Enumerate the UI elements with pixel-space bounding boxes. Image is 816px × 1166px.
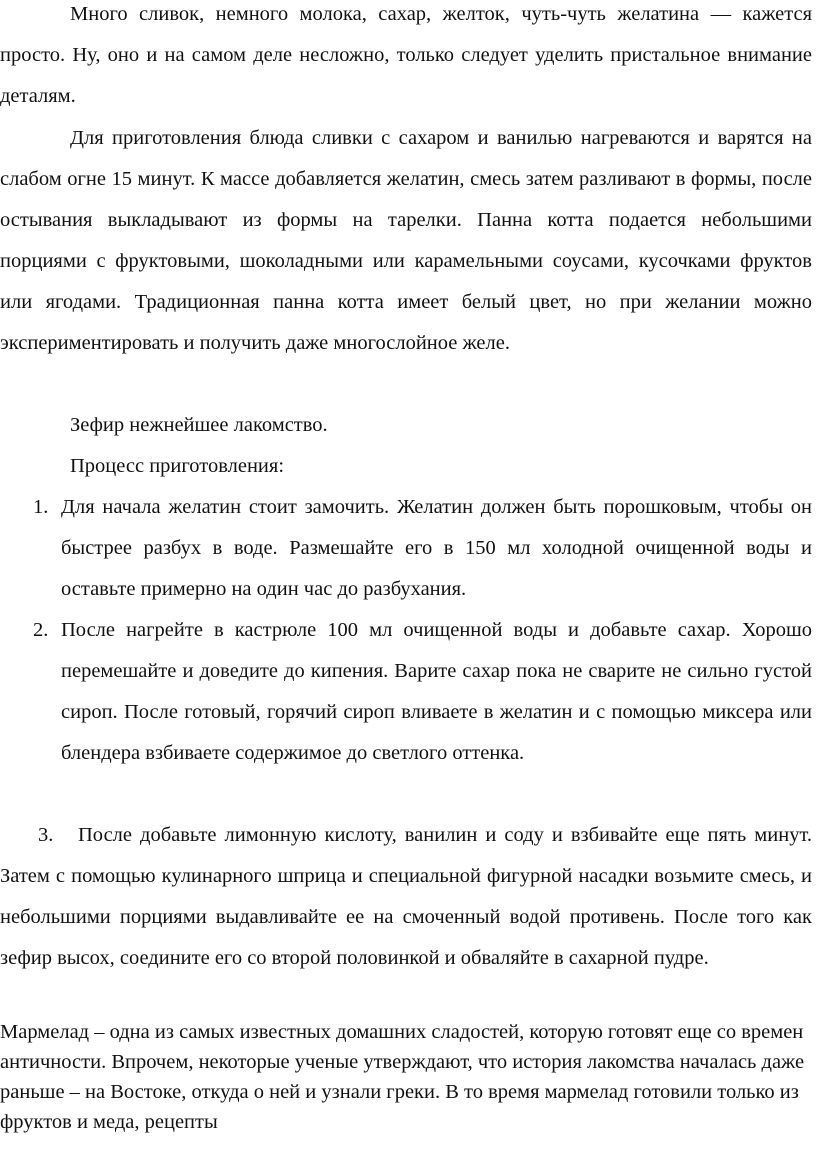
step-number: 1. bbox=[33, 496, 49, 518]
list-item-step-2 bbox=[0, 610, 812, 774]
paragraph-process-title: Процесс приготовления: bbox=[70, 455, 285, 477]
step-text: Для начала желатин стоит замочить. Желатин должен быть порошковым, чтобы он быстрее разбух в воде. Размешайте его в 150 мл холодной очищенной воды и оставьте примерно на один час до разбухания. bbox=[61, 496, 812, 600]
step-text: После нагрейте в кастрюле 100 мл очищенной воды и добавьте сахар. Хорошо перемешайте и доведите до кипения. Варите сахар пока не сварите не сильно густой сироп. После готовый, горячий сироп вливаете в желатин и с помощью миксера или блендера взбиваете содержимое до светлого оттенка. bbox=[61, 619, 812, 764]
step-text: После добавьте лимонную кислоту, ванилин и соду и взбивайте еще пять минут. Затем с помощью кулинарного шприца и специальной фигурной насадки возьмите смесь, и небольшими порциями выдавливайте ее на смоченный водой противень. После того как зефир высох, соедините его со второй половинкой и обваляйте в сахарной пудре. bbox=[0, 824, 812, 969]
step-number: 3. bbox=[38, 824, 54, 846]
step-number: 2. bbox=[33, 619, 49, 641]
paragraph-zefir-title: Зефир нежнейшее лакомство. bbox=[70, 414, 328, 436]
list-item-step-3 bbox=[0, 815, 812, 979]
paragraph-cream-intro: Много сливок, немного молока, сахар, желток, чуть-чуть желатина — кажется просто. Ну, оно и на самом деле несложно, только следует уделить пристальное внимание деталям. bbox=[0, 3, 812, 107]
paragraph-marmelad: Мармелад – одна из самых известных домашних сладостей, которую готовят еще со времен античности. Впрочем, некоторые ученые утверждают, что история лакомства началась даже раньше – на Востоке, откуда о ней и узнали греки. В то время мармелад готовили только из фруктов и меда, рецепты bbox=[0, 1021, 805, 1133]
paragraph-panna-cotta: Для приготовления блюда сливки с сахаром и ванилью нагреваются и варятся на слабом огне 15 минут. К массе добавляется желатин, смесь затем разливают в формы, после остывания выкладывают из формы на тарелки. Панна котта подается небольшими порциями с фруктовыми, шоколадными или карамельными соусами, кусочками фруктов или ягодами. Традиционная панна котта имеет белый цвет, но при желании можно экспериментировать и получить даже многослойное желе. bbox=[0, 127, 812, 354]
list-item-step-1 bbox=[0, 487, 812, 610]
